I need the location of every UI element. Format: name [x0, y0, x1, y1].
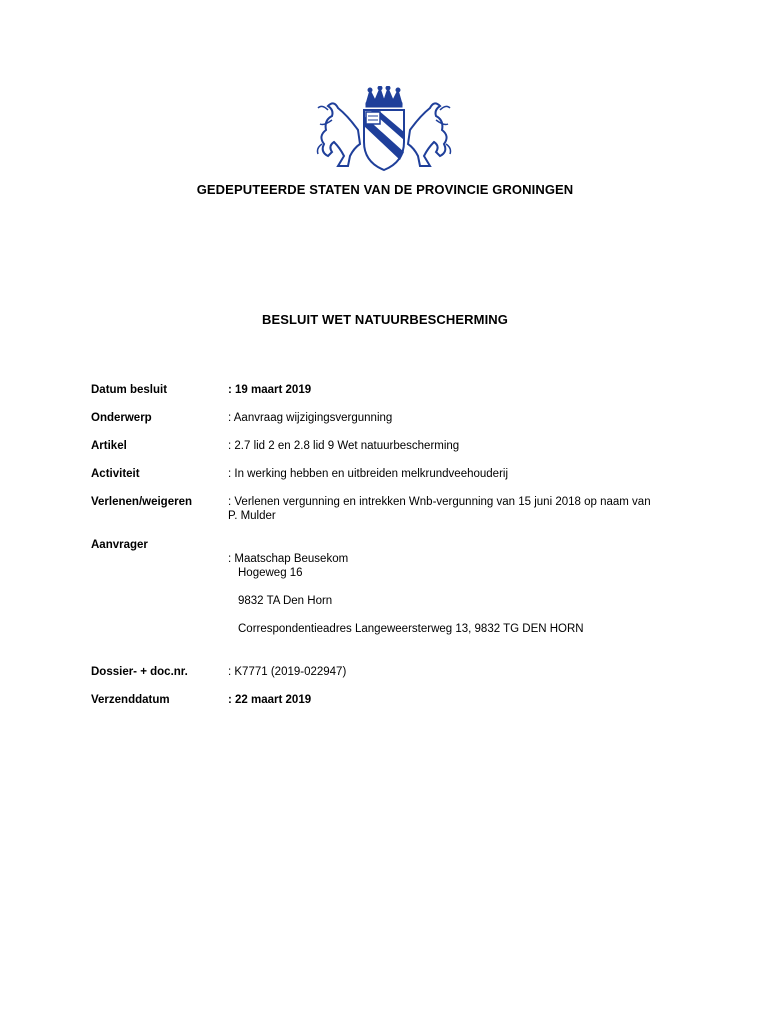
field-aanvrager [91, 538, 691, 650]
field-value: : Aanvraag wijzigingsvergunning [228, 412, 393, 424]
field-value: : 2.7 lid 2 en 2.8 lid 9 Wet natuurbescherming [228, 440, 460, 452]
field-value: : 19 maart 2019 [228, 384, 312, 396]
organization-title: GEDEPUTEERDE STATEN VAN DE PROVINCIE GRONINGEN [196, 182, 574, 197]
coat-of-arms-icon [314, 86, 454, 174]
applicant-name: : Maatschap Beusekom [228, 553, 349, 565]
field-label: Activiteit [91, 468, 140, 480]
field-value: : K7771 (2019-022947) [228, 666, 347, 678]
field-datum-besluit [91, 383, 691, 397]
field-label: Verlenen/weigeren [91, 496, 192, 508]
field-verlenen-weigeren [91, 495, 691, 523]
field-label: Datum besluit [91, 384, 168, 396]
field-value: : Verlenen vergunning en intrekken Wnb-vergunning van 15 juni 2018 op naam van P. Mulder [228, 496, 651, 522]
field-dossier [91, 665, 691, 679]
document-title: BESLUIT WET NATUURBESCHERMING [261, 312, 509, 327]
field-value [228, 538, 691, 650]
field-label: Verzenddatum [91, 694, 170, 706]
decision-fields [91, 383, 691, 707]
applicant-city: 9832 TA Den Horn [238, 595, 333, 607]
field-artikel [91, 439, 691, 453]
field-value: : In werking hebben en uitbreiden melkrundveehouderij [228, 468, 509, 480]
field-label: Dossier- + doc.nr. [91, 666, 188, 678]
field-value: : 22 maart 2019 [228, 694, 312, 706]
field-activiteit [91, 467, 691, 481]
field-label: Artikel [91, 440, 127, 452]
applicant-street: Hogeweg 16 [238, 567, 303, 579]
field-label: Onderwerp [91, 412, 152, 424]
field-onderwerp [91, 411, 691, 425]
applicant-correspondence: Correspondentieadres Langeweersterweg 13, 9832 TG DEN HORN [238, 623, 584, 635]
field-verzenddatum [91, 693, 691, 707]
field-label: Aanvrager [91, 539, 148, 551]
